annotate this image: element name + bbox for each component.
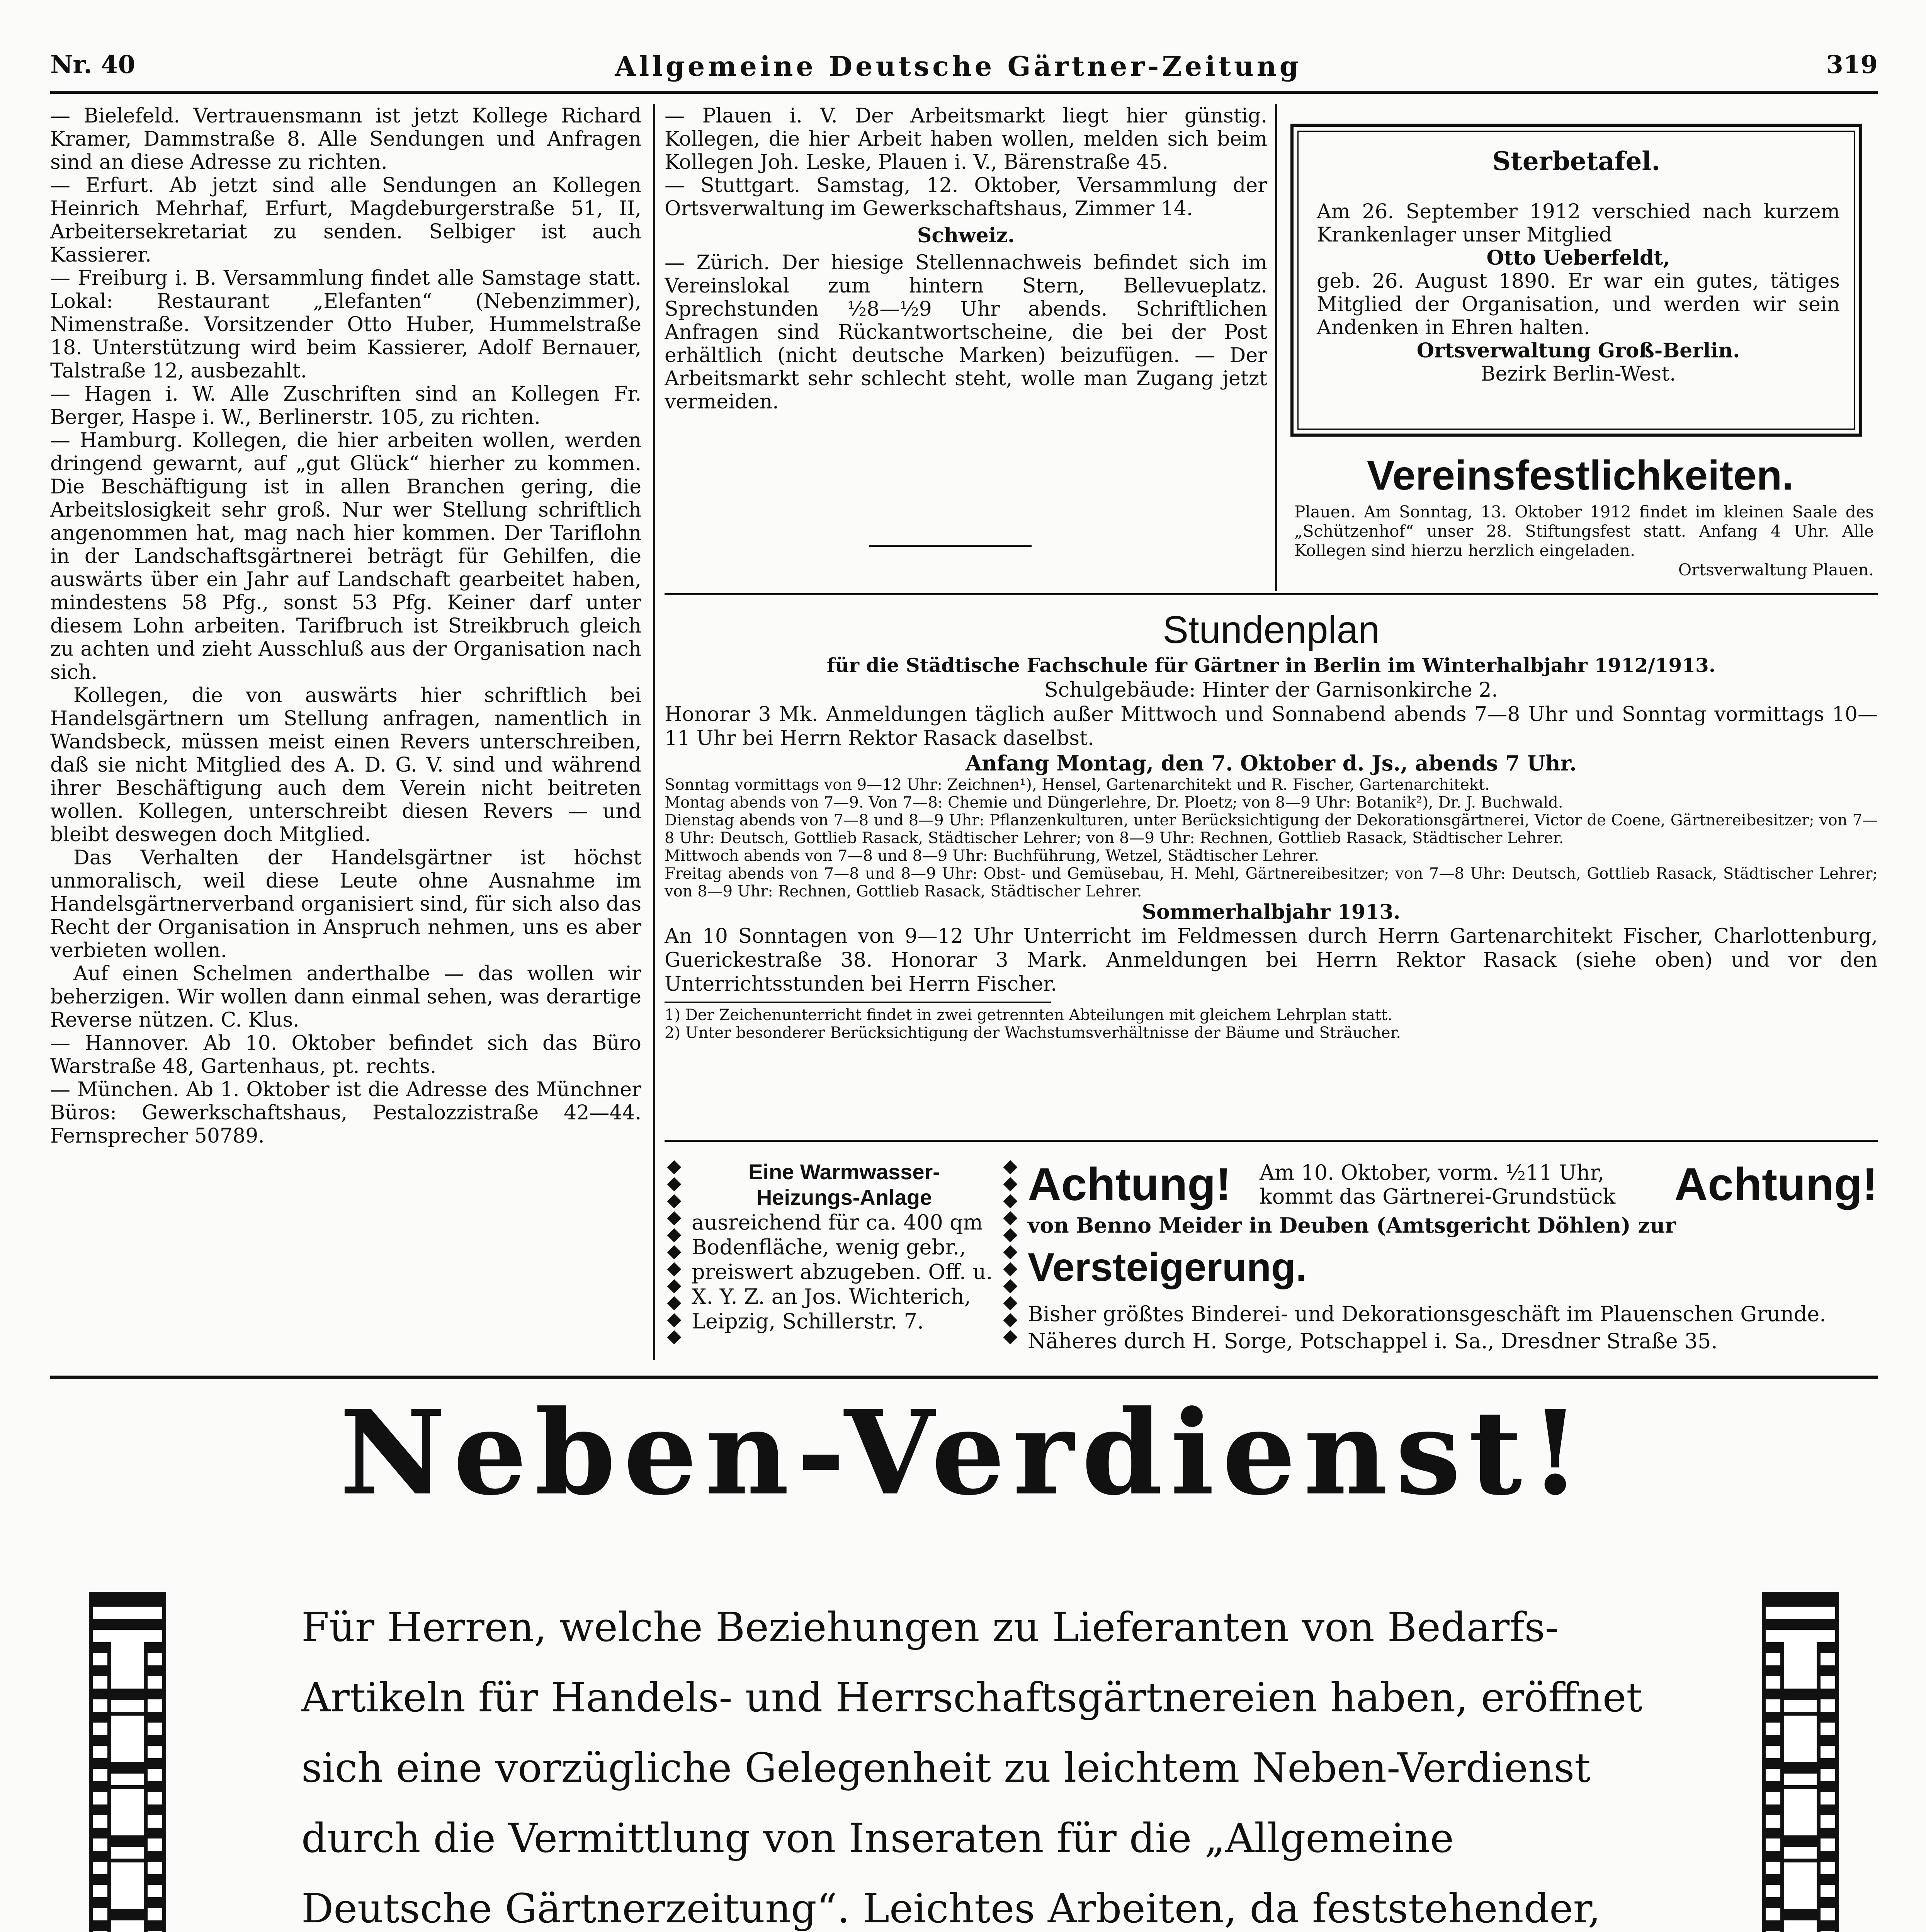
footnote-rule (665, 1002, 1051, 1003)
diamond-icon (1003, 1160, 1018, 1175)
article-plauen: — Plauen i. V. Der Arbeitsmarkt liegt hier günstig. Kollegen, die hier Arbeit haben wollen, melden sich beim Kollegen Joh. Leske, Plauen i. V., Bärenstraße 45. (665, 104, 1267, 174)
diamond-icon (667, 1160, 682, 1175)
article-erfurt: — Erfurt. Ab jetzt sind alle Sendungen an Kollegen Heinrich Mehrhaf, Erfurt, Magdeburgerstraße 51, II, Arbeitersekretariat zu senden. Selbiger ist auch Kassierer. (50, 174, 641, 267)
header-rule (50, 91, 1878, 94)
ornament-pillar-left (89, 1592, 166, 1932)
article-muenchen: — München. Ab 1. Oktober ist die Adresse des Münchner Büros: Gewerkschaftshaus, Pestalozzistraße 42—44. Fernsprecher 50789. (50, 1078, 641, 1148)
schedule-sunday: Sonntag vormittags von 9—12 Uhr: Zeichnen¹), Hensel, Gartenarchitekt und R. Fischer, Gartenarchitekt. (665, 776, 1490, 794)
schedule-monday: Montag abends von 7—9. Von 7—8: Chemie und Düngerlehre, Dr. Ploetz; von 8—9 Uhr: Botanik²), Dr. J. Buchwald. (665, 794, 1563, 811)
ad-achtung (1028, 1155, 1878, 1372)
column-2-end-rule (869, 545, 1032, 547)
diamond-icon (1003, 1245, 1018, 1260)
section-rule-top (665, 593, 1878, 595)
schedule-friday: Freitag abends von 7—8 und 8—9 Uhr: Obst- und Gemüsebau, H. Mehl, Gärtnereibesitzer; von 7—8 Uhr: Deutsch, Gottlieb Rasack, Städtischer Lehrer; von 8—9 Uhr: Rechnen, Gottlieb Rasack, Städtischer Lehrer. (665, 865, 1878, 900)
obituary-title: Sterbetafel. (1492, 146, 1661, 176)
diamond-icon (1003, 1313, 1018, 1328)
neben-verdienst-headline: Neben-Verdienst! (339, 1384, 1589, 1521)
achtung-headline: Versteigerung. (1028, 1245, 1307, 1290)
section-rule-neben (50, 1376, 1878, 1379)
obituary-text: Am 26. September 1912 verschied nach kurzem Krankenlager unser Mitglied Otto Ueberfeldt, geb. 26. August 1890. Er war ein gutes, tätiges Mitglied der Organisation, und werden wir sein Andenken in Ehren halten. Ortsverwaltung Groß-Berlin. Bezirk Berlin-West. (1317, 200, 1840, 386)
schedule-wednesday: Mittwoch abends von 7—8 und 8—9 Uhr: Buchführung, Wetzel, Städtischer Lehrer. (665, 847, 1319, 865)
diamond-icon (667, 1296, 682, 1311)
column-1 (50, 104, 641, 1364)
neben-verdienst-text: Für Herren, welche Beziehungen zu Lieferanten von Bedarfs- Artikeln für Handels- und Herrschaftsgärtnereien haben, eröffnet sich eine vorzügliche Gelegenheit zu leichtem Neben-Verdienst durch die Vermittlung von Inseraten für die „Allgemeine Deutsche Gärtnerzeitung“. Leichtes Arbeiten, da feststehender, (301, 1604, 1643, 1932)
stundenplan-start: Anfang Montag, den 7. Oktober d. Js., abends 7 Uhr. (966, 751, 1577, 776)
diamond-icon (667, 1177, 682, 1192)
article-hamburg-2: Kollegen, die von auswärts hier schriftlich bei Handelsgärtnern um Stellung anfragen, namentlich in Wandsbeck, müssen meist einen Revers unterschreiben, daß sie nicht Mitglied des A. D. G. V. sind und während ihrer Beschäftigung auch dem Verein nicht beitreten wollen. Kollegen, unterschreibt diesen Revers — und bleibt deswegen doch Mitglied. (50, 684, 641, 846)
stundenplan-schedule (665, 776, 1878, 900)
heizung-title-1: Eine Warmwasser- (748, 1160, 940, 1184)
article-hagen: — Hagen i. W. Alle Zuschriften sind an Kollegen Fr. Berger, Haspe i. W., Berlinerstr. 105, zu richten. (50, 383, 641, 429)
diamond-icon (1003, 1262, 1018, 1277)
newspaper-title: Allgemeine Deutsche Gärtner-Zeitung (615, 50, 1302, 82)
diamond-icon (667, 1245, 682, 1260)
stundenplan-title: Stundenplan (1163, 608, 1380, 651)
diamond-icon (1003, 1177, 1018, 1192)
diamond-icon (667, 1211, 682, 1226)
achtung-left: Achtung! (1028, 1158, 1231, 1210)
diamond-icon (667, 1330, 682, 1345)
diamond-icon (667, 1313, 682, 1328)
diamond-border-right (1001, 1155, 1020, 1372)
stundenplan-subtitle: für die Städtische Fachschule für Gärtner in Berlin im Winterhalbjahr 1912/1913. (826, 654, 1716, 677)
diamond-icon (1003, 1296, 1018, 1311)
achtung-line3: von Benno Meider in Deuben (Amtsgericht Döhlen) zur (1028, 1213, 1676, 1238)
article-hamburg-4: Auf einen Schelmen anderthalbe — das wollen wir beherzigen. Wir wollen dann einmal sehen, was derartige Reverse nützen. C. Klus. (50, 962, 641, 1032)
deceased-name: Otto Ueberfeldt, (1486, 246, 1670, 270)
article-freiburg: — Freiburg i. B. Versammlung findet alle Samstage statt. Lokal: Restaurant „Elefanten“ (Nebenzimmer), Nimenstraße. Vorsitzender Otto Huber, Hummelstraße 18. Unterstützung wird beim Kassierer, Adolf Bernauer, Talstraße 12, ausbezahlt. (50, 267, 641, 383)
stundenplan-location: Schulgebäude: Hinter der Garnisonkirche 2. (1044, 679, 1498, 702)
diamond-icon (1003, 1330, 1018, 1345)
section-heading-schweiz: Schweiz. (917, 224, 1015, 247)
vereinsfest-text: Plauen. Am Sonntag, 13. Oktober 1912 findet im kleinen Saale des „Schützenhof“ unser 28. Stiftungsfest statt. Anfang 4 Uhr. Alle Kollegen sind hierzu herzlich eingeladen. Ortsverwaltung Plauen. (1294, 502, 1874, 579)
column-divider-2 (1275, 104, 1277, 591)
column-2 (665, 104, 1267, 560)
article-hamburg: — Hamburg. Kollegen, die hier arbeiten wollen, werden dringend gewarnt, auf „gut Glück“ hierher zu kommen. Die Beschäftigung ist in allen Branchen gering, die Arbeitslosigkeit sehr groß. Nur wer Stellung schriftlich angenommen hat, mag nach hier kommen. Der Tariflohn in der Landschaftsgärtnerei beträgt für Gehilfen, die auswärts über ein Jahr auf Landschaft gearbeitet haben, mindestens 58 Pfg., sonst 53 Pfg. Keiner darf unter diesem Lohn arbeiten. Tarifbruch ist Streikbruch gleich zu achten und zieht Ausschluß aus der Organisation nach sich. (50, 429, 641, 684)
page-number: 319 (1826, 50, 1878, 79)
summer-title: Sommerhalbjahr 1913. (1142, 900, 1401, 924)
vereinsfest-title: Vereinsfestlichkeiten. (1367, 452, 1794, 498)
issue-number: Nr. 40 (50, 50, 135, 79)
achtung-line5: Näheres durch H. Sorge, Potschappel i. Sa., Dresdner Straße 35. (1028, 1329, 1718, 1353)
article-zuerich: — Zürich. Der hiesige Stellennachweis befindet sich im Vereinslokal zum hintern Stern, Bellevueplatz. Sprechstunden ½8—½9 Uhr abends. Schriftlichen Anfragen sind Rückantwortscheine, die bei der Post erhältlich (nicht deutsche Marken) beizufügen. — Der Arbeitsmarkt sehr schlecht steht, wolle man Zugang jetzt vermeiden. (665, 251, 1267, 413)
column-divider-1 (653, 104, 655, 1360)
article-bielefeld: — Bielefeld. Vertrauensmann ist jetzt Kollege Richard Kramer, Dammstraße 8. Alle Sendungen und Anfragen sind an diese Adresse zu richten. (50, 104, 641, 174)
ad-heizung (665, 1155, 1020, 1372)
achtung-lines: Am 10. Oktober, vorm. ½11 Uhr, kommt das Gärtnerei-Grundstück (1260, 1160, 1616, 1209)
footnotes: 1) Der Zeichenunterricht findet in zwei getrennten Abteilungen mit gleichem Lehrplan statt. 2) Unter besonderer Berücksichtigung der Wachstumsverhältnisse der Bäume und Sträucher. (665, 1006, 1401, 1042)
section-rule-ads (665, 1140, 1878, 1142)
article-hamburg-3: Das Verhalten der Handelsgärtner ist höchst unmoralisch, weil diese Leute ohne Ausnahme im Handelsgärtnerverband organisiert sind, für sich also das Recht der Organisation in Anspruch nehmen, uns es aber verbieten wollen. (50, 846, 641, 962)
diamond-icon (667, 1279, 682, 1294)
diamond-icon (667, 1262, 682, 1277)
ornament-pillar-right (1762, 1592, 1839, 1932)
diamond-border-left (665, 1155, 684, 1372)
achtung-line4: Bisher größtes Binderei- und Dekorationsgeschäft im Plauenschen Grunde. (1028, 1302, 1826, 1326)
diamond-icon (1003, 1211, 1018, 1226)
summer-text: An 10 Sonntagen von 9—12 Uhr Unterricht im Feldmessen durch Herrn Gartenarchitekt Fischer, Charlottenburg, Guerickestraße 38. Honorar 3 Mark. Anmeldungen bei Herrn Rektor Rasack (siehe oben) und vor den Unterrichtsstunden bei Herrn Fischer. (665, 925, 1878, 996)
obituary-box (1290, 124, 1862, 437)
article-stuttgart: — Stuttgart. Samstag, 12. Oktober, Versammlung der Ortsverwaltung im Gewerkschaftshaus, Zimmer 14. (665, 174, 1267, 220)
heizung-title-2: Heizungs-Anlage (756, 1185, 932, 1209)
diamond-icon (1003, 1279, 1018, 1294)
diamond-icon (1003, 1228, 1018, 1243)
diamond-icon (667, 1228, 682, 1243)
page-header (50, 46, 1878, 89)
stundenplan-fee: Honorar 3 Mk. Anmeldungen täglich außer Mittwoch und Sonnabend abends 7—8 Uhr und Sonntag vormittags 10—11 Uhr bei Herrn Rektor Rasack daselbst. (665, 703, 1878, 750)
diamond-icon (1003, 1194, 1018, 1209)
article-hannover: — Hannover. Ab 10. Oktober befindet sich das Büro Warstraße 48, Gartenhaus, pt. rechts. (50, 1032, 641, 1078)
diamond-icon (667, 1194, 682, 1209)
stundenplan-section (665, 607, 1878, 1140)
heizung-text: ausreichend für ca. 400 qm Bodenfläche, wenig gebr., preiswert abzugeben. Off. u. X. Y. Z. an Jos. Wichterich, Leipzig, Schillerstr. 7. (692, 1210, 993, 1333)
schedule-tuesday: Dienstag abends von 7—8 und 8—9 Uhr: Pflanzenkulturen, unter Berücksichtigung der Dekorationsgärtnerei, Victor de Coene, Gärtnereibesitzer; von 7—8 Uhr: Deutsch, Gottlieb Rasack, Städtischer Lehrer; von 8—9 Uhr: Rechnen, Gottlieb Rasack, Städtischer Lehrer. (665, 811, 1878, 847)
achtung-right: Achtung! (1674, 1158, 1878, 1210)
